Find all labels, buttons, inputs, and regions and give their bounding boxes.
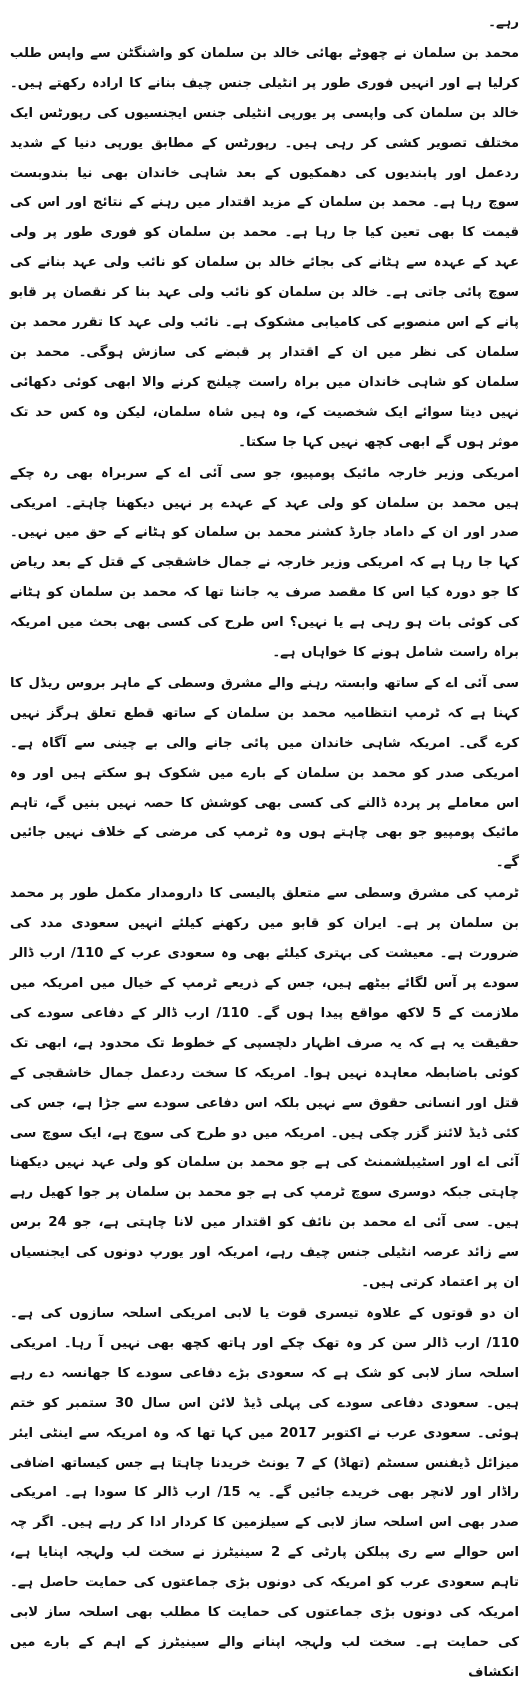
paragraph-3: امریکی وزیر خارجہ مائیک پومپیو، جو سی آئی اے کے سربراہ بھی رہ چکے ہیں محمد بن سلمان کو ولی عہد کے عہدے پر نہیں دیکھنا چاہتے۔ امریکی صدر اور ان کے داماد جارڈ کشنر محمد بن سلمان کو ہٹانے کے حق میں نہیں۔ کہا جا رہا ہے کہ امریکی وزیر خارجہ نے جمال خاشقجی کے قتل کے بعد ریاض کا جو دورہ کیا اس کا مقصد صرف یہ جاننا تھا کہ محمد بن سلمان کو ہٹانے کی کوئی بات ہو رہی ہے یا نہیں؟ اس طرح کی کسی بھی بحث میں امریکہ براہ راست شامل ہونے کا خواہاں ہے۔ bbox=[10, 465, 519, 661]
paragraph-6: ان دو قوتوں کے علاوہ تیسری قوت یا لابی امریکی اسلحہ سازوں کی ہے۔ 110/ ارب ڈالر سن کر وہ تھک چکے اور ہاتھ کچھ بھی نہیں آ رہا۔ امریکی اسلحہ ساز لابی کو شک ہے کہ سعودی بڑے دفاعی سودے کا جھانسہ دے رہے ہیں۔ سعودی دفاعی سودے کی پہلی ڈیڈ لائن اس سال 30 ستمبر کو ختم ہوئی۔ سعودی عرب نے اکتوبر 2017 میں کہا تھا کہ وہ امریکہ سے اینٹی ایئر میزائل ڈیفنس سسٹم (تھاڈ) کے 7 یونٹ خریدنا چاہتا ہے جس کیساتھ اضافی راڈار اور لانچر بھی خریدے جائیں گے۔ یہ 15/ ارب ڈالر کا سودا ہے۔ امریکی صدر بھی اس اسلحہ ساز لابی کے سیلزمین کا کردار ادا کر رہے ہیں۔ اگر چہ اس حوالے سے ری پبلکن پارٹی کے 2 سینیٹرز نے سخت لب ولہجہ اپنایا ہے، تاہم سعودی عرب کو امریکہ کی دونوں بڑی جماعتوں کی حمایت حاصل ہے۔ امریکہ کی دونوں بڑی جماعتوں کی حمایت کا مطلب بھی اسلحہ ساز لابی کی حمایت ہے۔ سخت لب ولہجہ اپنانے والے سینیٹرز کے اہم کے بارے میں انکشاف bbox=[10, 1305, 519, 1680]
paragraph-4: سی آئی اے کے ساتھ وابستہ رہنے والے مشرق وسطی کے ماہر بروس ریڈل کا کہنا ہے کہ ٹرمپ انتظامیہ محمد بن سلمان کے ساتھ قطع تعلق ہرگز نہیں کرے گی۔ امریکہ شاہی خاندان میں پائی جانے والی بے چینی سے آگاہ ہے۔ امریکی صدر کو محمد بن سلمان کے بارے میں شکوک ہو سکتے ہیں اور وہ اس معاملے پر پردہ ڈالنے کی کسی بھی کوشش کا حصہ نہیں بنیں گے، تاہم مائیک پومپیو جو بھی چاہتے ہوں وہ ٹرمپ کی مرضی کے خلاف نہیں جائیں گے۔ bbox=[10, 675, 519, 871]
paragraph-2: محمد بن سلمان نے چھوٹے بھائی خالد بن سلمان کو واشنگٹن سے واپس طلب کرلیا ہے اور انہیں فوری طور پر انٹیلی جنس چیف بنانے کا ارادہ رکھتے ہیں۔ خالد بن سلمان کی واپسی پر یورپی انٹیلی جنس ایجنسیوں کی رپورٹس ایک مختلف تصویر کشی کر رہی ہیں۔ رپورٹس کے مطابق یورپی دنیا کے شدید ردعمل اور پابندیوں کی دھمکیوں کے بعد شاہی خاندان بھی نیا بندوبست سوچ رہا ہے۔ محمد بن سلمان کے مزید اقتدار میں رہنے کے نتائج اور اس کی قیمت کا بھی تعین کیا جا رہا ہے۔ محمد بن سلمان کو فوری طور پر ولی عہد کے عہدہ سے ہٹانے کی بجائے خالد بن سلمان کو نائب ولی عہد بنانے کی سوچ پائی جاتی ہے۔ خالد بن سلمان کو نائب ولی عہد بنا کر نقصان پر قابو پانے کے اس منصوبے کی کامیابی مشکوک ہے۔ نائب ولی عہد کا تقرر محمد بن سلمان کی نظر میں ان کے اقتدار پر قبضے کی سازش ہوگی۔ محمد بن سلمان کو شاہی خاندان میں براہ راست چیلنج کرنے والا ابھی کوئی دکھائی نہیں دیتا سوائے ایک شخصیت کے، وہ ہیں شاہ سلمان، لیکن وہ کس حد تک موثر ہوں گے ابھی کچھ نہیں کہا جا سکتا۔ bbox=[10, 45, 519, 450]
paragraph-5: ٹرمپ کی مشرق وسطی سے متعلق پالیسی کا دارومدار مکمل طور پر محمد بن سلمان پر ہے۔ ایران کو قابو میں رکھنے کیلئے انہیں سعودی مدد کی ضرورت ہے۔ معیشت کی بہتری کیلئے بھی وہ سعودی عرب کے 110/ ارب ڈالر سودے پر آس لگائے بیٹھے ہیں، جس کے ذریعے ٹرمپ کے خیال میں امریکہ میں ملازمت کے 5 لاکھ مواقع پیدا ہوں گے۔ 110/ ارب ڈالر کے دفاعی سودے کی حقیقت یہ ہے کہ یہ صرف اظہار دلچسپی کے خطوط تک محدود ہے، ابھی تک کوئی باضابطہ معاہدہ نہیں ہوا۔ امریکہ کا سخت ردعمل جمال خاشقجی کے قتل اور انسانی حقوق سے نہیں بلکہ اس دفاعی سودے سے جڑا ہے، جس کی کئی ڈیڈ لائنز گزر چکی ہیں۔ امریکہ میں دو طرح کی سوچ ہے، ایک سوچ سی آئی اے اور اسٹیبلشمنٹ کی ہے جو محمد بن سلمان کو ولی عہد نہیں دیکھنا چاہتی جبکہ دوسری سوچ ٹرمپ کی ہے جو محمد بن سلمان پر جوا کھیل رہے ہیں۔ سی آئی اے محمد بن نائف کو اقتدار میں لانا چاہتی ہے، جو 24 برس سے زائد عرصہ انٹیلی جنس چیف رہے، امریکہ اور یورپ دونوں کی ایجنسیاں ان پر اعتماد کرتی ہیں۔ bbox=[10, 886, 519, 1291]
paragraph-1: رہے۔ bbox=[488, 15, 519, 30]
